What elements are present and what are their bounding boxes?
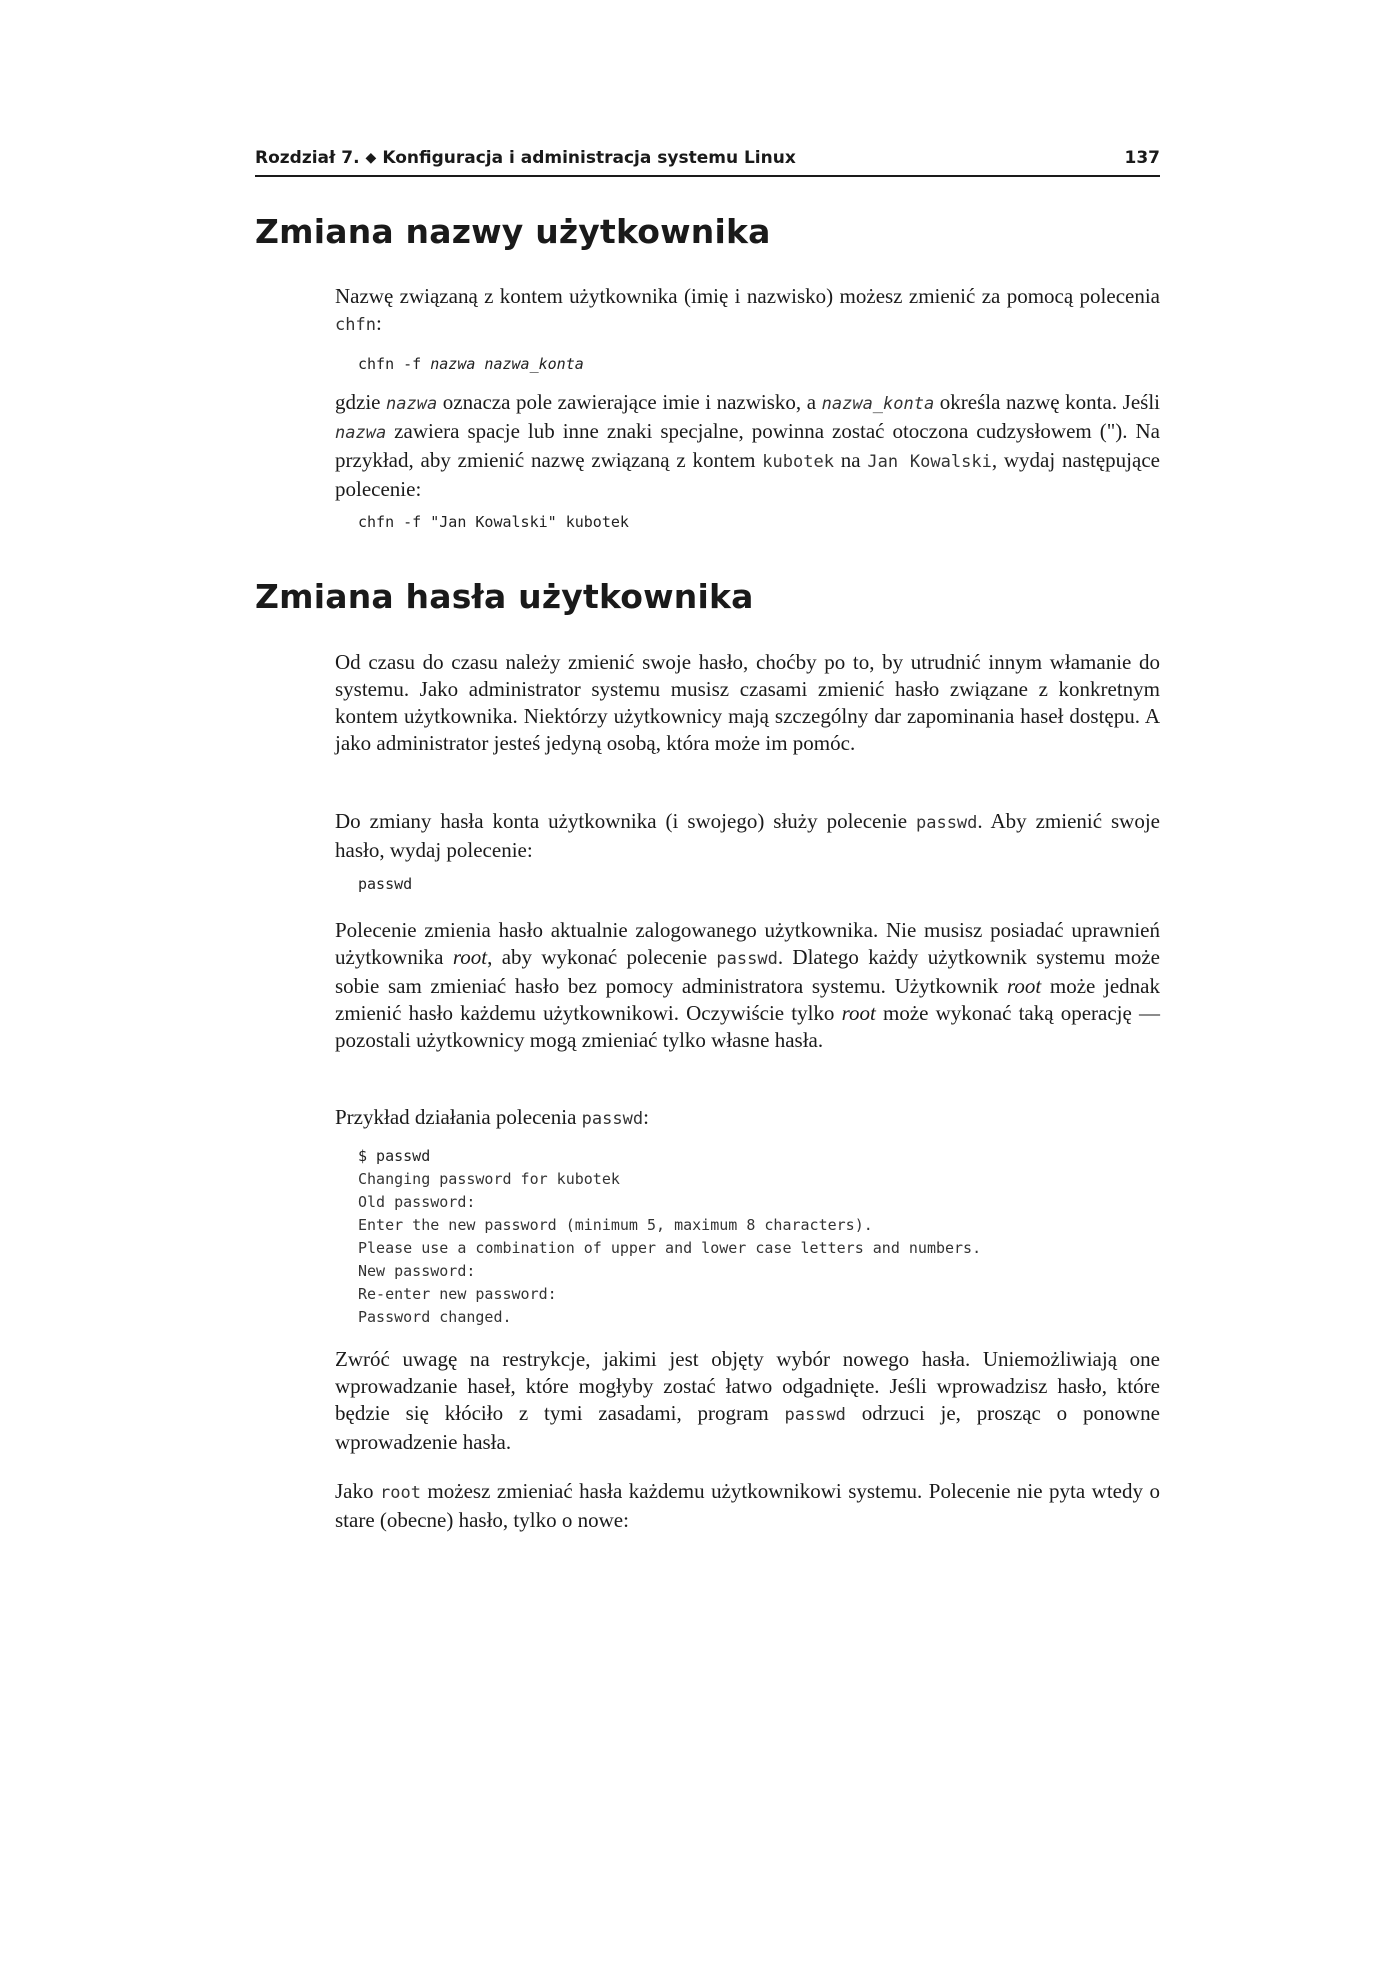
section-heading-change-name: Zmiana nazwy użytkownika	[255, 212, 771, 251]
inline-command: kubotek	[762, 452, 834, 472]
paragraph: Przykład działania polecenia passwd:	[335, 1105, 649, 1129]
chapter-label: Rozdział 7.	[255, 148, 360, 168]
inline-italic: root	[1007, 974, 1042, 998]
paragraph: Od czasu do czasu należy zmienić swoje hasło, choćby po to, by utrudnić innym włamanie do systemu. Jako administrator systemu musisz czasami zmienić hasło związane z konkretnym kontem użytkownika. Niektórzy użytkownicy mają szczególny dar zapominania haseł dostępu. A jako administrator jesteś jedyną osobą, która może im pomóc.	[335, 650, 1160, 755]
inline-command: passwd	[915, 813, 978, 833]
inline-command: passwd	[784, 1405, 846, 1425]
paragraph: Nazwę związaną z kontem użytkownika (imię i nazwisko) możesz zmienić za pomocą polecenia chfn:	[335, 284, 1160, 335]
inline-command: Jan Kowalski	[867, 452, 992, 472]
inline-command: root	[379, 1483, 421, 1503]
paragraph: Do zmiany hasła konta użytkownika (i swojego) służy polecenie passwd. Aby zmienić swoje hasło, wydaj polecenie:	[335, 809, 1160, 862]
inline-command: chfn	[335, 315, 376, 335]
inline-variable: nazwa_konta	[821, 394, 935, 414]
inline-italic: root	[452, 945, 488, 969]
inline-variable: nazwa	[335, 423, 387, 443]
inline-variable: nazwa	[386, 394, 438, 414]
paragraph: Zwróć uwagę na restrykcje, jakimi jest objęty wybór nowego hasła. Uniemożliwiają one wprowadzanie haseł, które mogłyby zostać łatwo odgadnięte. Jeśli wprowadzisz hasło, które będzie się kłóciło z tymi zasadami, program passwd odrzuci je, prosząc o ponowne wprowadzenie hasła.	[335, 1347, 1160, 1454]
paragraph: gdzie nazwa oznacza pole zawierające imie i nazwisko, a nazwa_konta określa nazwę konta. Jeśli nazwa zawiera spacje lub inne znaki specjalne, powinna zostać otoczona cudzysłowem ("). Na przykład, aby zmienić nazwę związaną z kontem kubotek na Jan Kowalski, wydaj następujące polecenie:	[335, 390, 1160, 501]
code-block: passwd	[358, 875, 413, 893]
code-block: chfn -f nazwa nazwa_konta	[358, 355, 584, 373]
section-heading-change-password: Zmiana hasła użytkownika	[255, 577, 754, 616]
terminal-output: $ passwd Changing password for kubotek Old password: Enter the new password (minimum 5, maximum 8 characters). Please use a combination of upper and lower case letters and numbers. New password: Re-enter new password: Password changed.	[358, 1147, 982, 1326]
paragraph: Polecenie zmienia hasło aktualnie zalogowanego użytkownika. Nie musisz posiadać uprawnień użytkownika root, aby wykonać polecenie passwd. Dlatego każdy użytkownik systemu może sobie sam zmieniać hasło bez pomocy administratora systemu. Użytkownik root może jednak zmienić hasło każdemu użytkownikowi. Oczywiście tylko root może wykonać taką operację — pozostali użytkownicy mogą zmieniać tylko własne hasła.	[335, 918, 1161, 1052]
inline-command: passwd	[716, 949, 778, 969]
section-label: Konfiguracja i administracja systemu Linux	[382, 148, 796, 168]
page-number: 137	[1124, 148, 1160, 168]
diamond-icon: ◆	[365, 150, 377, 166]
running-header	[255, 148, 1160, 177]
header-title	[255, 148, 796, 168]
inline-italic: root	[841, 1001, 876, 1025]
inline-command: passwd	[581, 1109, 644, 1129]
paragraph: Jako root możesz zmieniać hasła każdemu użytkownikowi systemu. Polecenie nie pyta wtedy o stare (obecne) hasło, tylko o nowe:	[335, 1479, 1160, 1532]
code-block: chfn -f "Jan Kowalski" kubotek	[358, 513, 629, 531]
